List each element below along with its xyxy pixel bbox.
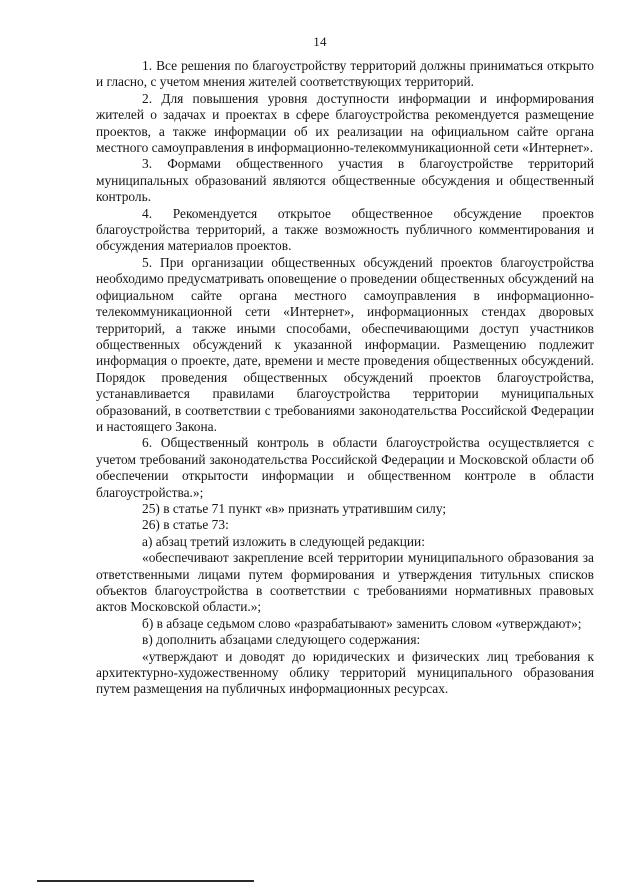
paragraph-1: 1. Все решения по благоустройству территорий должны приниматься открыто и гласно, с учетом мнения жителей соответствующих территорий. (96, 58, 594, 90)
paragraph-2: 2. Для повышения уровня доступности информации и информирования жителей о задачах и проектах в сфере благоустройства рекомендуется размещение проектов, а также информации об их реализации на официальном сайте органа местного самоуправления в информационно-телекоммуникационной сети «Интернет». (96, 90, 594, 156)
paragraph-article-73: 26) в статье 73: (142, 517, 229, 533)
paragraph-5: 5. При организации общественных обсуждений проектов благоустройства необходимо предусматривать оповещение о проведении общественных обсуждений на официальном сайте органа местного самоуправления в информационно-телекоммуникационной сети «Интернет», информационных стендах дворовых территорий, а также иными способами, обеспечивающими доступ участников общественных обсуждений к указанной информации. Размещению подлежит информация о проекте, дате, времени и месте проведения общественных обсуждений. Порядок проведения общественных обсуждений проектов благоустройства, устанавливается правилами благоустройства территории муниципальных образований, в соответствии с требованиями законодательства Российской Федерации и настоящего Закона. (96, 254, 594, 434)
paragraph-item-b: б) в абзаце седьмом слово «разрабатывают» заменить словом «утверждают»; (142, 615, 582, 631)
paragraph-3: 3. Формами общественного участия в благоустройстве территорий муниципальных образований являются общественные обсуждения и общественный контроль. (96, 156, 594, 205)
paragraph-item-a: а) абзац третий изложить в следующей редакции: (142, 533, 425, 549)
paragraph-quote-2: «утверждают и доводят до юридических и физических лиц требования к архитектурно-художественному облику территорий муниципального образования путем размещения на публичных информационных ресурсах. (96, 648, 594, 697)
page-number: 14 (313, 34, 327, 49)
paragraph-quote-1: «обеспечивают закрепление всей территории муниципального образования за ответственными лицами путем формирования и утверждения титульных списков объектов благоустройства в соответствии с требованиями нормативных правовых актов Московской области.»; (96, 550, 594, 615)
document-body (96, 58, 594, 698)
paragraph-article-71: 25) в статье 71 пункт «в» признать утратившим силу; (142, 500, 447, 516)
paragraph-4: 4. Рекомендуется открытое общественное обсуждение проектов благоустройства территорий, а также возможность публичного комментирования и обсуждения материалов проектов. (96, 205, 594, 254)
footer-rule (37, 880, 254, 882)
paragraph-item-v: в) дополнить абзацами следующего содержания: (142, 632, 421, 648)
paragraph-6: 6. Общественный контроль в области благоустройства осуществляется с учетом требований законодательства Российской Федерации и Московской области об обеспечении открытости информации и общественном контроле в области благоустройства.»; (96, 435, 594, 500)
